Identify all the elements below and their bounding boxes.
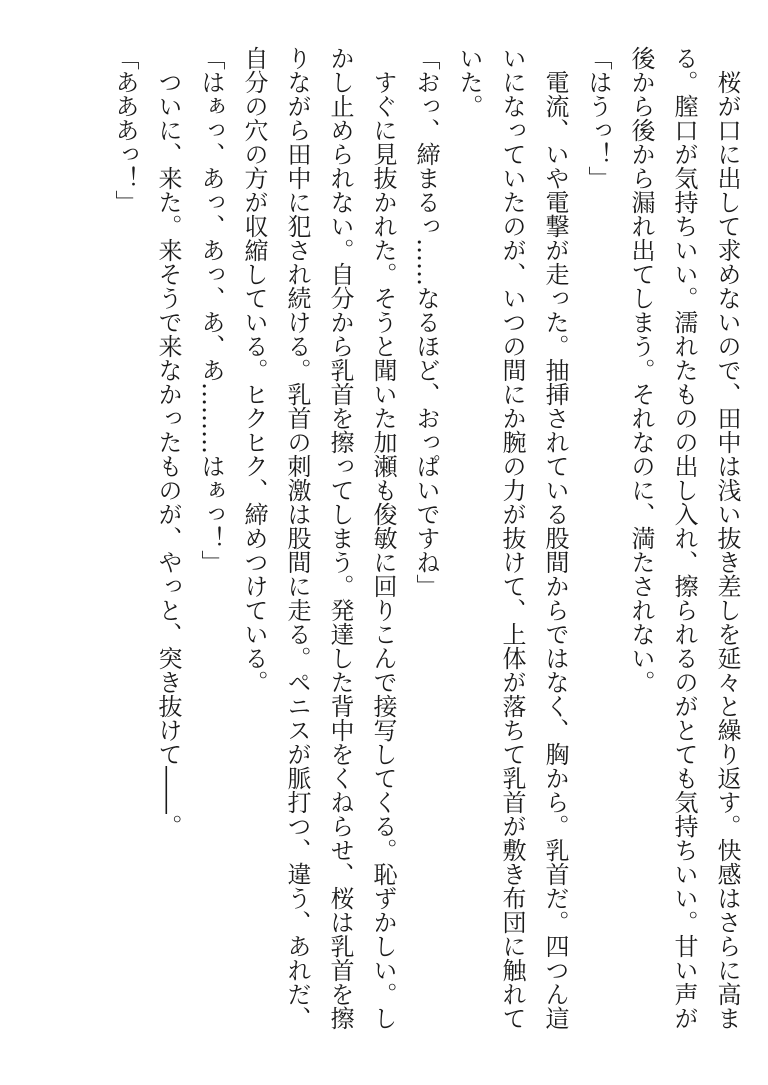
paragraph-4: ついに、来た。来そうで来なかったものが、やっと、突き抜けて――。 — [154, 70, 182, 838]
dialogue-1: 「はうっ！」 — [584, 46, 612, 190]
dialogue-4: 「あああっ！」 — [111, 46, 139, 214]
dialogue-2: 「おっ、締まるっ……なるほど、おっぱいですね」 — [412, 46, 440, 598]
dialogue-3: 「はぁっ、あっ、あっ、あ、あ………はぁっ！」 — [197, 46, 225, 574]
paragraph-1: 桜が口に出して求めないので、田中は浅い抜き差しを延々と繰り返す。快感はさらに高まる。膣口が気持ちいい。濡れたものの出し入れ、擦られるのがとても気持ちいい。甘い声が後から後から漏れ出てしまう。それなのに、満たされない。 — [627, 46, 741, 1030]
vertical-text-body — [103, 46, 748, 1046]
paragraph-3: すぐに見抜かれた。そうと聞いた加瀬も俊敏に回りこんで接写してくる。恥ずかしい。しかし止められない。自分から乳首を擦ってしまう。発達した背中をくねらせ、桜は乳首を擦りながら田中に犯され続ける。乳首の刺激は股間に走る。ペニスが脈打つ、違う、あれだ、自分の穴の方が収縮している。ヒクヒク、締めつけている。 — [240, 46, 397, 1030]
paragraph-2: 電流、いや電撃が走った。抽挿されている股間からではなく、胸から。乳首だ。四つん這いになっていたのが、いつの間にか腕の力が抜けて、上体が落ちて乳首が敷き布団に触れていた。 — [455, 46, 569, 1030]
